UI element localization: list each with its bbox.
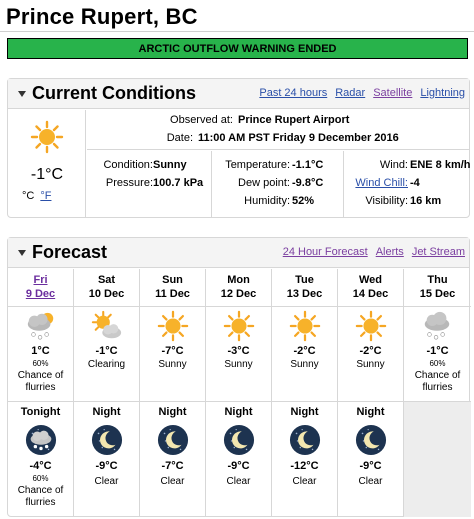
sun-icon xyxy=(157,310,189,342)
visibility-label: Visibility: xyxy=(365,195,408,207)
day-forecast-cell xyxy=(338,269,403,401)
temperature-label: Temperature: xyxy=(225,159,290,171)
lightning-link[interactable]: Lightning xyxy=(420,87,465,99)
current-conditions-panel xyxy=(7,78,470,218)
conditions-col-1 xyxy=(87,151,211,218)
conditions-col-2 xyxy=(211,151,343,218)
night-forecast-cell xyxy=(206,401,271,517)
flurries-cloud-icon xyxy=(421,310,453,342)
moon-icon xyxy=(157,424,189,456)
forecast-day-tue xyxy=(272,269,338,517)
condition-value: Sunny xyxy=(153,159,187,171)
radar-link[interactable]: Radar xyxy=(335,87,366,99)
forecast-day-thu xyxy=(404,269,471,517)
day-header xyxy=(272,269,337,307)
day-date: 13 Dec xyxy=(286,288,323,300)
current-conditions-header xyxy=(8,79,469,109)
night-temperature: -9°C xyxy=(359,460,382,472)
night-label: Night xyxy=(290,406,319,418)
condition-label: Condition: xyxy=(103,159,153,171)
hourly-forecast-link[interactable]: 24 Hour Forecast xyxy=(282,246,368,258)
day-temperature: -3°C xyxy=(227,345,250,357)
day-name: Wed xyxy=(358,274,383,286)
day-description: Sunny xyxy=(356,359,385,370)
day-temperature: -1°C xyxy=(95,345,118,357)
night-flurries-icon xyxy=(25,424,57,456)
day-forecast-cell xyxy=(8,269,73,401)
precip-chance: 60% xyxy=(32,359,49,368)
unit-toggle xyxy=(22,190,51,202)
forecast-links xyxy=(283,246,465,258)
forecast-header xyxy=(8,238,469,268)
wind-chill-link[interactable]: Wind Chill: xyxy=(355,177,408,189)
day-temperature: -2°C xyxy=(293,345,316,357)
collapse-triangle-icon[interactable] xyxy=(18,91,26,97)
collapse-triangle-icon[interactable] xyxy=(18,250,26,256)
day-header xyxy=(404,269,471,307)
forecast-day-mon xyxy=(206,269,272,517)
day-date[interactable]: 9 Dec xyxy=(25,288,56,300)
night-forecast-cell xyxy=(74,401,139,517)
satellite-link[interactable]: Satellite xyxy=(373,87,413,99)
day-date: 11 Dec xyxy=(155,288,190,300)
day-header xyxy=(140,269,205,307)
night-label: Night xyxy=(92,406,121,418)
day-forecast-cell xyxy=(140,269,205,401)
pressure-label: Pressure: xyxy=(105,177,153,189)
title-divider xyxy=(0,31,474,32)
humidity-label: Humidity: xyxy=(244,195,290,207)
night-description: Clear xyxy=(160,476,185,487)
day-forecast-cell xyxy=(272,269,337,401)
sun-icon xyxy=(223,310,255,342)
night-temperature: -9°C xyxy=(95,460,118,472)
moon-icon xyxy=(355,424,387,456)
forecast-day-sat xyxy=(74,269,140,517)
day-header xyxy=(338,269,403,307)
night-temperature: -12°C xyxy=(290,460,319,472)
wind-label: Wind: xyxy=(379,159,408,171)
alerts-link[interactable]: Alerts xyxy=(375,246,404,258)
moon-icon xyxy=(289,424,321,456)
night-forecast-cell xyxy=(272,401,337,517)
day-date: 10 Dec xyxy=(88,288,125,300)
observation-info xyxy=(87,110,469,150)
forecast-day-wed xyxy=(338,269,404,517)
day-date: 12 Dec xyxy=(220,288,257,300)
day-forecast-cell xyxy=(74,269,139,401)
night-description: Clear xyxy=(358,476,383,487)
day-forecast-cell xyxy=(206,269,271,401)
forecast-panel xyxy=(7,237,470,517)
forecast-days xyxy=(8,269,471,517)
current-temperature: -1°C xyxy=(30,166,64,183)
flurries-cloud-sun-icon xyxy=(25,310,57,342)
celsius-unit[interactable]: °C xyxy=(22,190,35,202)
day-temperature: -1°C xyxy=(426,345,449,357)
day-name: Mon xyxy=(227,274,250,286)
day-temperature: -2°C xyxy=(359,345,382,357)
day-date: 14 Dec xyxy=(352,288,389,300)
current-summary xyxy=(8,110,86,218)
observed-at-label: Observed at: xyxy=(170,114,233,126)
night-description: Clear xyxy=(94,476,119,487)
wind-chill-value: -4 xyxy=(410,177,420,189)
day-name: Thu xyxy=(427,274,448,286)
moon-icon xyxy=(91,424,123,456)
day-description: Chance of flurries xyxy=(414,370,461,393)
night-description: Clear xyxy=(226,476,251,487)
current-conditions-title: Current Conditions xyxy=(32,83,196,103)
empty-night-cell xyxy=(404,401,471,517)
conditions-col-3 xyxy=(343,151,470,218)
day-name: Tue xyxy=(295,274,314,286)
sun-cloud-icon xyxy=(91,310,123,342)
night-label: Night xyxy=(224,406,253,418)
day-description: Sunny xyxy=(290,359,319,370)
current-conditions-links xyxy=(259,87,465,99)
night-label: Night xyxy=(356,406,385,418)
date-value: 11:00 AM PST Friday 9 December 2016 xyxy=(198,132,399,144)
night-label: Tonight xyxy=(20,406,61,418)
visibility-value: 16 km xyxy=(410,195,442,207)
night-forecast-cell xyxy=(338,401,403,517)
night-precip-chance: 60% xyxy=(32,474,49,483)
pressure-value: 100.7 kPa xyxy=(153,177,204,189)
past-24-hours-link[interactable]: Past 24 hours xyxy=(259,87,328,99)
day-header xyxy=(74,269,139,307)
sun-icon xyxy=(30,120,64,154)
day-description: Sunny xyxy=(158,359,187,370)
day-name: Sun xyxy=(162,274,183,286)
day-header xyxy=(206,269,271,307)
day-header[interactable] xyxy=(8,269,73,307)
observed-at-value: Prince Rupert Airport xyxy=(238,114,350,126)
night-forecast-cell xyxy=(8,401,73,517)
date-label: Date: xyxy=(166,132,193,144)
day-description: Chance of flurries xyxy=(17,370,64,393)
night-forecast-cell xyxy=(140,401,205,517)
night-temperature: -4°C xyxy=(29,460,52,472)
day-forecast-cell xyxy=(404,269,471,401)
warning-banner[interactable]: ARCTIC OUTFLOW WARNING ENDED xyxy=(7,38,468,59)
forecast-day-fri xyxy=(8,269,74,517)
temperature-value: -1.1°C xyxy=(292,159,324,171)
forecast-day-sun xyxy=(140,269,206,517)
sun-icon xyxy=(355,310,387,342)
humidity-value: 52% xyxy=(292,195,315,207)
precip-chance: 60% xyxy=(429,359,446,368)
forecast-title: Forecast xyxy=(32,242,108,262)
dew-point-value: -9.8°C xyxy=(292,177,324,189)
day-description: Clearing xyxy=(87,359,126,370)
sun-icon xyxy=(289,310,321,342)
day-name[interactable]: Fri xyxy=(33,274,48,286)
page-title: Prince Rupert, BC xyxy=(6,4,198,29)
conditions-grid xyxy=(87,151,469,218)
wind-value: ENE 8 km/h xyxy=(410,159,471,171)
day-temperature: 1°C xyxy=(31,345,50,357)
day-date: 15 Dec xyxy=(419,288,456,300)
night-label: Night xyxy=(158,406,187,418)
night-description: Chance of flurries xyxy=(17,485,64,508)
jet-stream-link[interactable]: Jet Stream xyxy=(411,246,465,258)
fahrenheit-link[interactable]: °F xyxy=(40,190,52,202)
day-name: Sat xyxy=(97,274,116,286)
night-description: Clear xyxy=(292,476,317,487)
day-description: Sunny xyxy=(224,359,253,370)
dew-point-label: Dew point: xyxy=(238,177,290,189)
night-temperature: -9°C xyxy=(227,460,250,472)
day-temperature: -7°C xyxy=(161,345,184,357)
night-temperature: -7°C xyxy=(161,460,184,472)
moon-icon xyxy=(223,424,255,456)
